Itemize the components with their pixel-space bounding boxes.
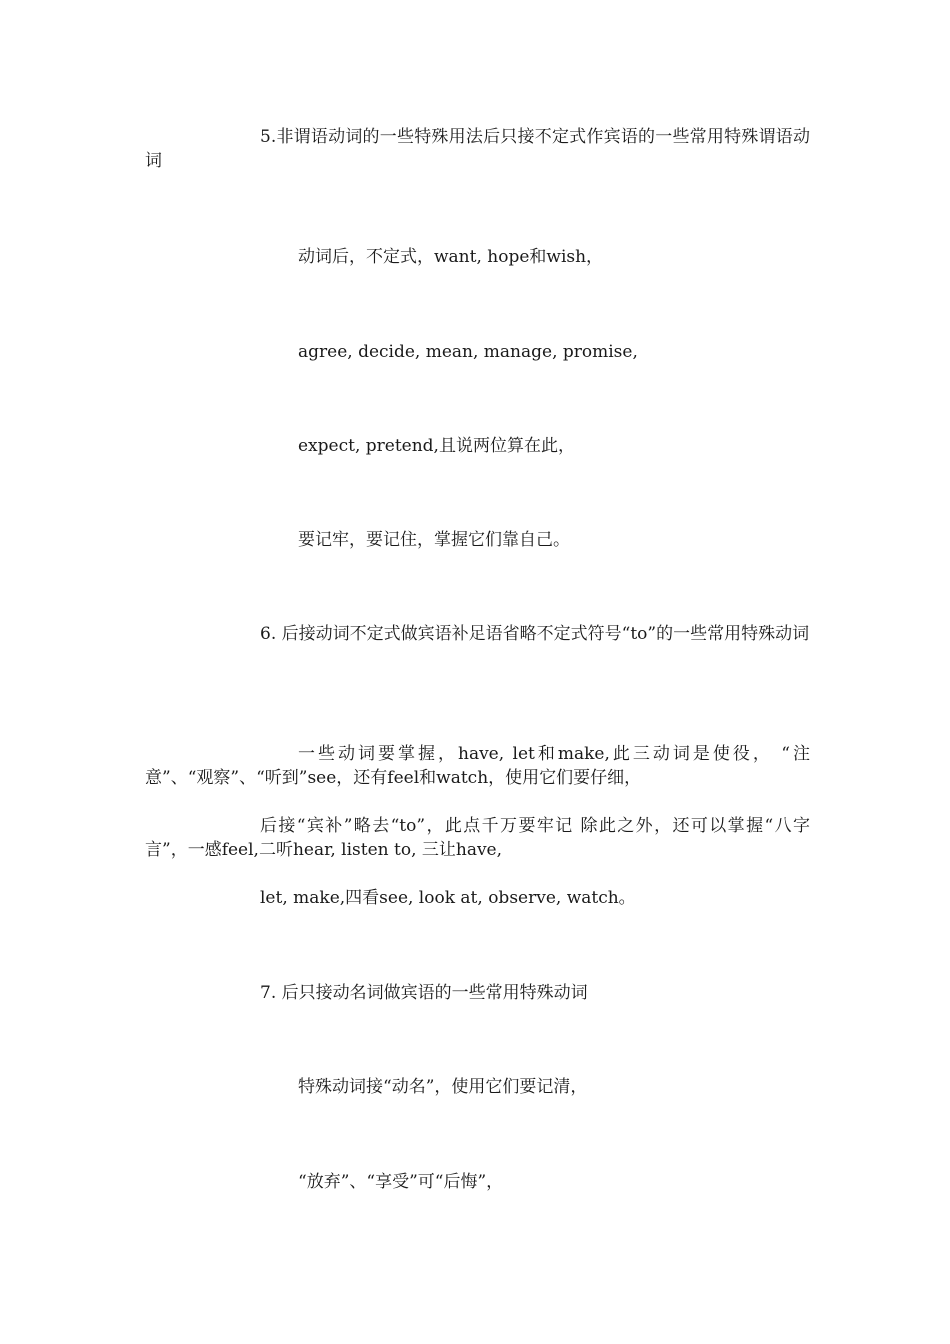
section-6-paragraph-2: 后接“宾补”略去“to”，此点千万要牢记 除此之外，还可以掌握“八字言”，一感feel,二听hear, listen to, 三让have, <box>145 816 810 860</box>
section-5-line-4: 要记牢，要记住，掌握它们靠自己。 <box>298 530 570 550</box>
section-7-line-2: “放弃”、“享受”可“后悔”， <box>298 1172 504 1192</box>
section-6-paragraph-3: let, make,四看see, look at, observe, watch。 <box>260 888 636 908</box>
section-6-paragraph-1: 一些动词要掌握，have, let和make,此三动词是使役， “注意”、“观察”、“听到”see，还有feel和watch，使用它们要仔细， <box>145 744 810 788</box>
section-7-line-1: 特殊动词接“动名”，使用它们要记清， <box>298 1077 588 1097</box>
section-5-heading: 5.非谓语动词的一些特殊用法后只接不定式作宾语的一些常用特殊谓语动词 <box>145 127 810 171</box>
section-5-line-2: agree, decide, mean, manage, promise, <box>298 342 638 362</box>
section-6-heading: 6. 后接动词不定式做宾语补足语省略不定式符号“to”的一些常用特殊动词 <box>260 624 810 644</box>
section-5-line-1: 动词后，不定式，want, hope和wish， <box>298 247 604 267</box>
section-5-line-3: expect, pretend,且说两位算在此， <box>298 436 575 456</box>
section-7-heading: 7. 后只接动名词做宾语的一些常用特殊动词 <box>260 983 588 1003</box>
